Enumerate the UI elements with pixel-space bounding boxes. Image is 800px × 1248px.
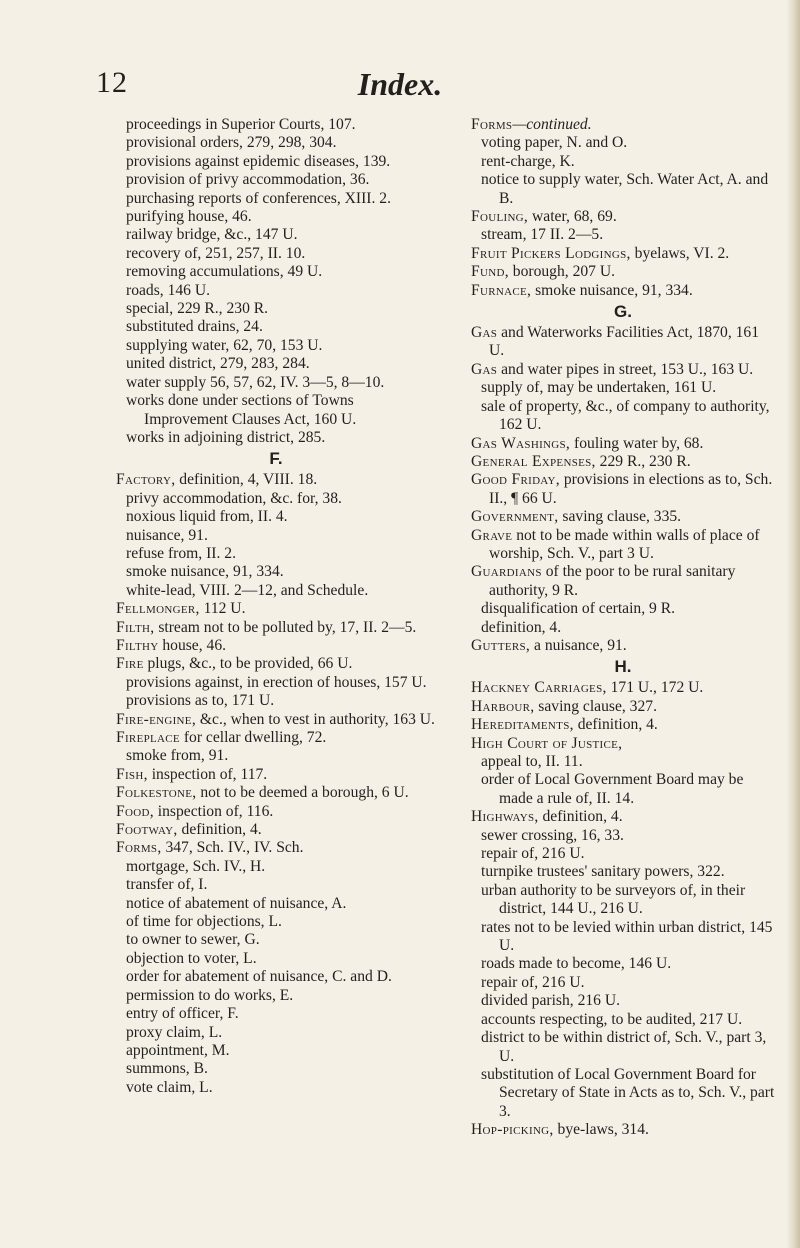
entry-heading: Filth, — [116, 618, 155, 636]
index-subentry: noxious liquid from, II. 4. — [126, 508, 288, 526]
index-subentry: purchasing reports of conferences, XIII. 2. — [126, 189, 391, 207]
index-subentry: rates not to be levied within urban district, 145 U. — [481, 918, 773, 955]
index-entry — [471, 508, 775, 526]
index-subentry: privy accommodation, &c. for, 38. — [126, 489, 342, 507]
entry-heading: Fouling, — [471, 208, 529, 226]
index-entry — [116, 619, 436, 637]
index-subentry: works in adjoining district, 285. — [126, 428, 326, 446]
index-subentry: special, 229 R., 230 R. — [126, 300, 269, 318]
index-subentry: water supply 56, 57, 62, IV. 3—5, 8—10. — [126, 373, 385, 391]
entry-text: bye-laws, 314. — [553, 1121, 649, 1139]
index-subentry: turnpike trustees' sanitary powers, 322. — [481, 863, 725, 881]
index-subentry: provisional orders, 279, 298, 304. — [126, 134, 337, 152]
index-subentry: notice of abatement of nuisance, A. — [126, 894, 347, 912]
index-subentry: appointment, M. — [126, 1041, 230, 1059]
index-subentry: stream, 17 II. 2—5. — [481, 226, 604, 244]
entry-text: 171 U., 172 U. — [606, 679, 704, 697]
entry-text: plugs, &c., to be provided, 66 U. — [143, 655, 353, 673]
index-subentry: order for abatement of nuisance, C. and D. — [126, 968, 392, 986]
index-subentry: rent-charge, K. — [481, 152, 575, 170]
index-entry — [471, 698, 775, 716]
index-subentry: refuse from, II. 2. — [126, 544, 236, 562]
entry-text: water, 68, 69. — [528, 208, 617, 226]
entry-heading: Good Friday, — [471, 471, 560, 489]
entry-text: and Waterworks Facilities Act, 1870, 161 U. — [489, 324, 760, 360]
index-subentry: nuisance, 91. — [126, 526, 208, 544]
index-entry — [471, 282, 775, 300]
index-entry — [116, 655, 436, 673]
index-subentry: supplying water, 62, 70, 153 U. — [126, 336, 323, 354]
index-subentry: sewer crossing, 16, 33. — [481, 826, 624, 844]
index-subentry: substituted drains, 24. — [126, 318, 263, 336]
index-entry — [116, 729, 436, 747]
entry-heading: Grave — [471, 526, 513, 544]
index-entry — [116, 471, 436, 489]
entry-heading: Furnace, — [471, 281, 532, 299]
entry-text: house, 46. — [158, 636, 227, 654]
entry-text: inspection of, 117. — [147, 765, 268, 783]
entry-heading: Hop-picking, — [471, 1121, 554, 1139]
index-entry — [116, 637, 436, 655]
entry-text: not to be deemed a borough, 6 U. — [196, 784, 409, 802]
index-column-right — [471, 116, 775, 1140]
index-subentry: removing accumulations, 49 U. — [126, 263, 323, 281]
entry-heading: Fruit Pickers Lodgings, — [471, 244, 631, 262]
index-subentry: permission to do works, E. — [126, 986, 294, 1004]
entry-text: definition, 4, VIII. 18. — [175, 471, 318, 489]
entry-text: not to be made within walls of place of worship, Sch. V., part 3 U. — [489, 526, 760, 562]
index-subentry: definition, 4. — [481, 618, 562, 636]
index-subentry: provisions against, in erection of houses, 157 U. — [126, 673, 427, 691]
index-entry — [116, 711, 436, 729]
entry-text: byelaws, VI. 2. — [630, 244, 730, 262]
entry-heading: Fund, — [471, 263, 509, 281]
entry-heading: High Court of Justice, — [471, 734, 623, 752]
index-entry — [471, 263, 775, 281]
index-subentry: divided parish, 216 U. — [481, 992, 621, 1010]
index-column-left — [116, 116, 436, 1097]
index-entry — [471, 716, 775, 734]
index-entry — [471, 637, 775, 655]
entry-heading: Harbour, — [471, 697, 535, 715]
continued-label: —continued. — [512, 116, 592, 133]
entry-heading: Forms, — [116, 839, 162, 857]
entry-heading: Government, — [471, 508, 559, 526]
index-subentry: recovery of, 251, 257, II. 10. — [126, 244, 306, 262]
index-subentry: railway bridge, &c., 147 U. — [126, 226, 298, 244]
section-letter: F. — [269, 449, 283, 469]
entry-text: provisions in elections as to, Sch. II., ¶ 66 U. — [489, 471, 773, 507]
index-subentry: substitution of Local Government Board for Secretary of State in Acts as to, Sch. V., part 3. — [481, 1065, 775, 1120]
entry-heading: Footway, — [116, 821, 178, 839]
entry-heading: Fellmonger, — [116, 600, 200, 618]
page-header — [0, 66, 800, 106]
index-subentry: roads made to become, 146 U. — [481, 955, 672, 973]
index-subentry: district to be within district of, Sch. V., part 3, U. — [481, 1029, 767, 1065]
entry-heading: Forms — [471, 116, 513, 133]
running-head-title: Index. — [357, 66, 443, 102]
index-entry — [471, 245, 775, 263]
entry-text: 229 R., 230 R. — [595, 452, 691, 470]
entry-heading: Gas Washings, — [471, 434, 571, 452]
index-subentry: transfer of, I. — [126, 876, 208, 894]
index-subentry: urban authority to be surveyors of, in their district, 144 U., 216 U. — [481, 881, 746, 918]
index-subentry: white-lead, VIII. 2—12, and Schedule. — [126, 581, 369, 599]
index-subentry: disqualification of certain, 9 R. — [481, 600, 676, 618]
index-subentry: voting paper, N. and O. — [481, 134, 628, 152]
entry-heading: Filthy — [116, 636, 159, 654]
entry-heading: Factory, — [116, 471, 176, 489]
index-entry — [116, 821, 436, 839]
entry-heading: Hackney Carriages, — [471, 679, 607, 697]
index-subentry: smoke nuisance, 91, 334. — [126, 563, 284, 581]
entry-text: 347, Sch. IV., IV. Sch. — [161, 839, 304, 857]
entry-heading: Gas — [471, 360, 498, 378]
entry-heading: Folkestone, — [116, 784, 197, 802]
entry-text: definition, 4. — [177, 821, 262, 839]
entry-heading: Food, — [116, 802, 154, 820]
index-subentry: order of Local Government Board may be made a rule of, II. 14. — [481, 771, 744, 807]
index-subentry: smoke from, 91. — [126, 747, 229, 765]
index-entry — [471, 324, 775, 361]
section-letter: G. — [614, 302, 632, 322]
entry-text: borough, 207 U. — [508, 263, 616, 281]
index-entry — [116, 766, 436, 784]
index-entry — [116, 784, 436, 802]
index-entry — [471, 679, 775, 697]
entry-text: and water pipes in street, 153 U., 163 U. — [497, 360, 754, 378]
index-entry — [471, 808, 775, 826]
entry-text: definition, 4. — [573, 716, 658, 734]
entry-heading: Fire-engine, — [116, 710, 197, 728]
index-subentry: objection to voter, L. — [126, 949, 257, 967]
index-subentry: united district, 279, 283, 284. — [126, 355, 310, 373]
index-subentry: repair of, 216 U. — [481, 845, 585, 863]
index-entry — [116, 839, 436, 857]
index-entry — [471, 116, 775, 134]
index-subentry: accounts respecting, to be audited, 217 U. — [481, 1010, 743, 1028]
index-entry — [471, 735, 775, 753]
entry-text: definition, 4. — [538, 808, 623, 826]
entry-heading: Guardians — [471, 563, 542, 581]
index-entry — [471, 453, 775, 471]
entry-text: &c., when to vest in authority, 163 U. — [196, 710, 435, 728]
index-subentry: provisions against epidemic diseases, 139. — [126, 152, 391, 170]
index-entry — [471, 1121, 775, 1139]
entry-text: inspection of, 116. — [153, 802, 274, 820]
index-entry — [116, 600, 436, 618]
index-entry — [471, 471, 775, 508]
entry-text: saving clause, 327. — [534, 697, 657, 715]
entry-text: 112 U. — [199, 600, 246, 618]
index-subentry: roads, 146 U. — [126, 281, 211, 299]
index-subentry: supply of, may be undertaken, 161 U. — [481, 379, 717, 397]
index-entry — [471, 435, 775, 453]
index-entry — [471, 563, 775, 600]
index-subentry: summons, B. — [126, 1060, 208, 1078]
index-subentry: appeal to, II. 11. — [481, 753, 583, 770]
index-entry — [471, 208, 775, 226]
index-subentry: notice to supply water, Sch. Water Act, A. and B. — [481, 171, 769, 207]
entry-text: for cellar dwelling, 72. — [179, 729, 327, 746]
index-subentry: sale of property, &c., of company to authority, 162 U. — [481, 397, 770, 434]
entry-heading: Gutters, — [471, 636, 531, 654]
index-subentry: mortgage, Sch. IV., H. — [126, 857, 266, 875]
index-subentry: proxy claim, L. — [126, 1023, 223, 1041]
index-subentry: provision of privy accommodation, 36. — [126, 171, 370, 189]
entry-text: a nuisance, 91. — [530, 636, 627, 654]
entry-text: fouling water by, 68. — [570, 434, 704, 452]
entry-heading: Gas — [471, 324, 498, 342]
index-subentry: works done under sections of Towns Improvement Clauses Act, 160 U. — [126, 392, 357, 428]
page-edge-shadow — [786, 0, 800, 1248]
page-number: 12 — [96, 66, 128, 99]
entry-text: saving clause, 335. — [558, 508, 682, 526]
entry-heading: General Expenses, — [471, 452, 596, 470]
index-subentry: vote claim, L. — [126, 1078, 213, 1096]
index-entry — [116, 803, 436, 821]
entry-heading: Fireplace — [116, 729, 180, 746]
index-entry — [471, 361, 775, 379]
index-entry — [471, 527, 775, 564]
index-subentry: of time for objections, L. — [126, 913, 282, 931]
index-subentry: provisions as to, 171 U. — [126, 692, 275, 710]
index-subentry: entry of officer, F. — [126, 1005, 239, 1023]
entry-text: stream not to be polluted by, 17, II. 2—5. — [154, 618, 417, 636]
entry-text: smoke nuisance, 91, 334. — [531, 281, 693, 299]
entry-heading: Hereditaments, — [471, 716, 574, 734]
entry-heading: Fish, — [116, 765, 148, 783]
entry-text: of the poor to be rural sanitary authority, 9 R. — [489, 563, 736, 599]
section-letter: H. — [614, 657, 632, 677]
entry-heading: Highways, — [471, 808, 539, 826]
index-subentry: purifying house, 46. — [126, 208, 252, 226]
index-subentry: proceedings in Superior Courts, 107. — [126, 116, 356, 133]
index-subentry: repair of, 216 U. — [481, 973, 585, 991]
index-subentry: to owner to sewer, G. — [126, 931, 260, 949]
entry-heading: Fire — [116, 655, 144, 673]
